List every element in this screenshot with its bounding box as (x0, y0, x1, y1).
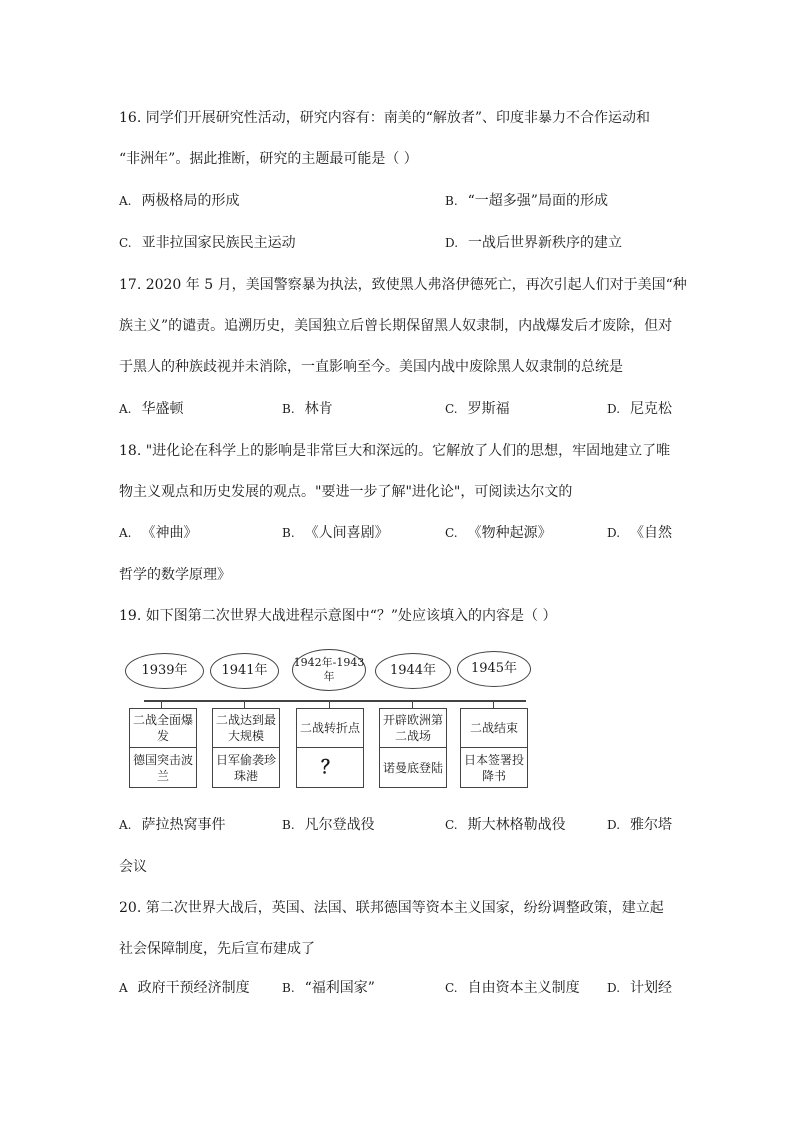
q16-option-a: A. 两极格局的形成 (119, 193, 240, 209)
timeline-stem (161, 700, 162, 708)
timeline-year-1941: 1941年 (210, 653, 279, 689)
q17-stem-line-1: 17. 2020 年 5 月，美国警察暴为执法，致使黑人弗洛伊德死亡，再次引起人们对于美国“种 (119, 277, 687, 293)
timeline-detail-1939: 德国突击波兰 (132, 752, 193, 783)
q20-stem-line-1: 20. 第二次世界大战后，英国、法国、联邦德国等资本主义国家，纷纷调整政策，建立起 (119, 900, 664, 916)
timeline-box-1939 (129, 708, 197, 788)
q19-option-d-wrap: 会议 (119, 859, 147, 875)
q17-option-a: A. 华盛顿 (119, 401, 184, 417)
q16-option-c: C. 亚非拉国家民族民主运动 (119, 235, 296, 251)
q19-option-b: B. 凡尔登战役 (282, 817, 375, 833)
timeline-detail-1945: 日本签署投降书 (463, 752, 524, 783)
q18-stem-line-1: 18. "进化论在科学上的影响是非常巨大和深远的。它解放了人们的思想，牢固地建立了唯 (119, 443, 671, 459)
timeline-stem (493, 700, 494, 708)
q16-stem-line-2: “非洲年”。据此推断，研究的主题最可能是（ ） (119, 151, 418, 167)
ww2-timeline-diagram (124, 646, 534, 788)
q18-option-a: A. 《神曲》 (119, 525, 198, 541)
timeline-stem (412, 700, 413, 708)
timeline-detail-1941: 日军偷袭珍珠港 (215, 752, 276, 783)
q18-option-d: D. 《自然 (607, 525, 673, 541)
q19-option-a: A. 萨拉热窝事件 (119, 817, 226, 833)
timeline-event-1941: 二战达到最大规模 (213, 709, 279, 748)
timeline-box-1944 (379, 708, 447, 788)
timeline-year-1944: 1944年 (375, 653, 451, 689)
q17-option-c: C. 罗斯福 (445, 401, 510, 417)
timeline-event-1944: 开辟欧洲第二战场 (380, 709, 446, 748)
q17-stem-line-2: 族主义”的谴责。追溯历史，美国独立后曾长期保留黑人奴隶制，内战爆发后才废除，但对 (119, 318, 673, 334)
timeline-box-1941 (212, 708, 280, 788)
timeline-stem (329, 700, 330, 708)
q19-option-d: D. 雅尔塔 (607, 817, 673, 833)
q20-option-a: A 政府干预经济制度 (119, 980, 250, 996)
q17-option-d: D. 尼克松 (607, 401, 673, 417)
q17-option-b: B. 林肯 (282, 401, 333, 417)
timeline-box-1942-1943 (296, 708, 364, 788)
q18-stem-line-2: 物主义观点和历史发展的观点。"要进一步了解"进化论"，可阅读达尔文的 (119, 484, 573, 500)
timeline-event-1942-1943: 二战转折点 (297, 709, 363, 748)
q16-option-d: D. 一战后世界新秩序的建立 (445, 235, 623, 251)
q18-option-b: B. 《人间喜剧》 (282, 525, 389, 541)
q19-stem: 19. 如下图第二次世界大战进程示意图中“？”处应该填入的内容是（ ） (119, 608, 557, 624)
q19-option-c: C. 斯大林格勒战役 (445, 817, 566, 833)
q16-stem-line-1: 16. 同学们开展研究性活动，研究内容有：南美的“解放者”、印度非暴力不合作运动和 (119, 110, 651, 126)
q16-option-b: B. “一超多强”局面的形成 (445, 193, 608, 209)
timeline-detail-1944: 诺曼底登陆 (382, 760, 443, 775)
q20-stem-line-2: 社会保障制度，先后宣布建成了 (119, 941, 315, 957)
q17-stem-line-3: 于黑人的种族歧视并未消除，一直影响至今。美国内战中废除黑人奴隶制的总统是 (119, 359, 623, 375)
q20-option-c: C. 自由资本主义制度 (445, 980, 580, 996)
timeline-axis (144, 700, 526, 702)
q18-option-c: C. 《物种起源》 (445, 525, 552, 541)
timeline-detail-unknown: ？ (321, 756, 339, 778)
timeline-box-1945 (460, 708, 528, 788)
timeline-event-1945: 二战结束 (461, 709, 527, 748)
timeline-year-1945: 1945年 (457, 651, 531, 687)
q20-option-b: B. “福利国家” (282, 980, 375, 996)
q18-option-d-wrap: 哲学的数学原理》 (119, 567, 231, 583)
timeline-stem (244, 700, 245, 708)
timeline-year-1939: 1939年 (125, 653, 204, 689)
q20-option-d: D. 计划经 (607, 980, 673, 996)
timeline-event-1939: 二战全面爆发 (130, 709, 196, 748)
timeline-year-1942-1943: 1942年-1943年 (292, 649, 366, 691)
